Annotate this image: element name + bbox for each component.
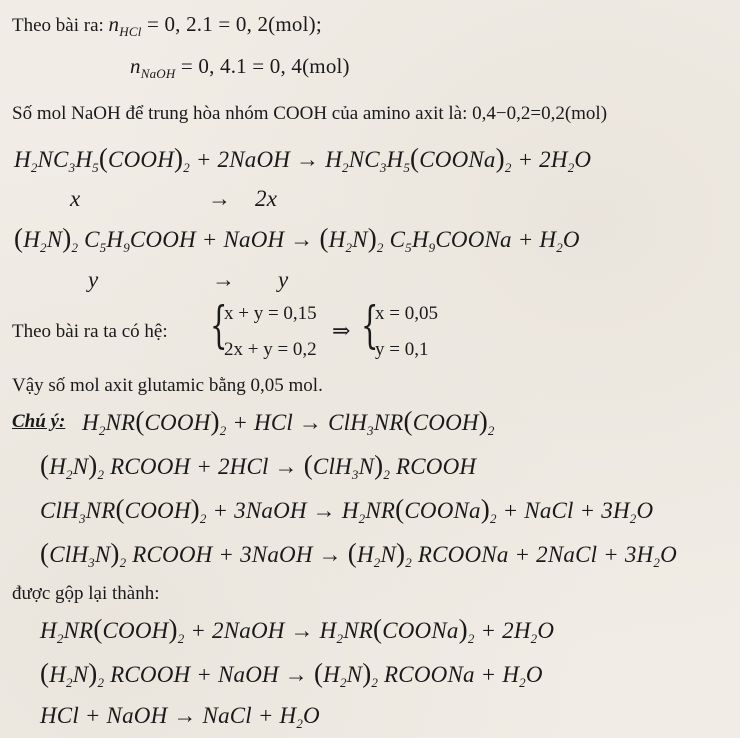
eq-text: NR (373, 410, 404, 435)
paren: ( (14, 223, 24, 253)
eq-text: NR (365, 498, 396, 523)
eq-text: H (106, 227, 124, 252)
eq-subscript: 3 (379, 160, 387, 175)
eq-text: N (72, 662, 89, 687)
note-label: Chú ý: (12, 411, 66, 432)
eq-subscript: 3 (88, 555, 95, 570)
eq-subscript: 2 (567, 160, 575, 175)
note-eq-2 (40, 450, 477, 482)
eq-text: NR (85, 498, 116, 523)
paren: ( (319, 223, 329, 253)
eq-subscript: 2 (40, 240, 47, 255)
line-hcl-moles (12, 12, 322, 39)
eq-text: COOH (124, 498, 191, 523)
eq-text: O (525, 662, 543, 687)
paren: ) (190, 494, 200, 524)
eq-text: N (358, 454, 375, 479)
paren: ) (88, 658, 98, 688)
eq-subscript: 2 (556, 240, 563, 255)
note-eq-2-content (40, 450, 477, 482)
eq-text: NR (105, 410, 136, 435)
symbol-n: n (130, 54, 141, 78)
eq-text: NR (343, 618, 373, 643)
combined-label: được gộp lại thành: (12, 583, 160, 604)
eq-text: + 2NaOH → H (189, 147, 343, 172)
eq-text: RCOONa + H (378, 662, 520, 687)
eq-subscript: 2 (504, 160, 512, 175)
eq-text: + 2NaOH → H (184, 618, 337, 643)
eq-text: H (40, 618, 57, 643)
eq-subscript: 3 (351, 467, 359, 482)
paren: ( (395, 494, 405, 524)
implies-symbol: ⇒ (332, 318, 351, 343)
eq-text: ClH (312, 454, 352, 479)
equation-2 (14, 223, 580, 255)
note-eq-3-content (40, 494, 654, 526)
paren: ) (480, 494, 490, 524)
symbol-n: n (108, 12, 120, 36)
eq-subscript: 9 (123, 240, 130, 255)
eq-text: + 2H (474, 618, 531, 643)
eq-text: NR (63, 618, 94, 643)
eq-text: RCOOH + 3NaOH → (126, 542, 348, 567)
eq-text: COOH (102, 618, 169, 643)
line-naoh-neutralize: Số mol NaOH để trung hòa nhóm COOH của amino axit là: 0,4−0,2=0,2(mol) (12, 103, 608, 124)
intro-text: Theo bài ra: (12, 15, 109, 36)
eq-text: N (380, 542, 397, 567)
eq-subscript: 2 (358, 511, 366, 526)
paren: ) (367, 223, 377, 253)
eq-text: H (356, 542, 374, 567)
combined-eq-2 (40, 658, 543, 690)
eq-text: COOH (412, 410, 479, 435)
combined-eq-1 (40, 614, 555, 646)
eq-text: ClH (40, 498, 79, 523)
eq-text: N (72, 454, 89, 479)
eq-text: O (562, 227, 580, 252)
left-brace-icon: { (210, 296, 228, 354)
eq-text: O (537, 618, 555, 643)
eq-text: RCOONa + 2NaCl + 3H (411, 542, 654, 567)
eq-subscript: 2 (199, 511, 207, 526)
eq-subscript: 2 (119, 555, 127, 570)
eq-text: COOH (144, 410, 211, 435)
eq-text: H (49, 454, 67, 479)
combined-eq-2-content (40, 658, 543, 690)
eq-subscript: 2 (519, 675, 526, 690)
eq2-ratio-y2: y (278, 267, 289, 292)
eq-text: NC (37, 147, 69, 172)
solution-y: y = 0,1 (375, 339, 429, 360)
paren: ) (62, 223, 72, 253)
combined-eq-1-content (40, 614, 555, 646)
paren: ( (347, 538, 357, 568)
subscript-hcl: HCl (119, 24, 142, 39)
paren: ( (410, 143, 420, 173)
eq-text: H (323, 662, 340, 687)
eq-text: COOH + NaOH → (129, 227, 320, 252)
eq-text: N (352, 227, 368, 252)
eq-text: RCOOH + 2HCl → (104, 454, 304, 479)
paren: ) (110, 538, 120, 568)
paren: ( (93, 614, 103, 644)
eq-text: H (411, 227, 429, 252)
eq-text: C (78, 227, 100, 252)
combined-eq-3-sub: 2 (296, 716, 304, 731)
combined-eq-3 (40, 703, 320, 731)
eq-subscript: 2 (97, 675, 105, 690)
eq-subscript: 2 (653, 555, 661, 570)
eq-subscript: 5 (99, 240, 107, 255)
paren: ) (458, 614, 468, 644)
eq-text: + 3NaOH → H (206, 498, 359, 523)
eq-subscript: 3 (68, 160, 76, 175)
eq-subscript: 2 (97, 467, 105, 482)
eq-subscript: 2 (405, 555, 412, 570)
system-eq-2: 2x + y = 0,2 (224, 339, 317, 360)
paren: ( (98, 143, 109, 173)
note-eq-4 (40, 538, 677, 570)
eq-subscript: 2 (383, 467, 391, 482)
eq-text: ClH (49, 542, 89, 567)
eq-text: O (660, 542, 677, 567)
eq-text: O (636, 498, 654, 523)
eq-subscript: 2 (56, 631, 64, 646)
eq-text: N (46, 227, 63, 252)
paren: ( (40, 450, 50, 480)
eq-subscript: 2 (177, 631, 185, 646)
paren: ) (362, 658, 372, 688)
paren: ( (373, 614, 383, 644)
eq-subscript: 3 (367, 423, 374, 438)
eq1-ratio-2x: 2x (255, 186, 278, 211)
eq-text: COONa (404, 498, 481, 523)
eq-subscript: 2 (376, 240, 384, 255)
eq-text: RCOOH (390, 454, 477, 479)
equation-2-content (14, 223, 580, 255)
eq-text: RCOOH + NaOH → (104, 662, 314, 687)
paren: ) (396, 538, 406, 568)
eq-text: COOH (108, 147, 175, 172)
eq-subscript: 2 (530, 631, 538, 646)
eq-subscript: 5 (92, 160, 99, 175)
subscript-naoh: NaOH (140, 66, 176, 81)
paren: ( (313, 658, 324, 688)
eq-text: H (82, 410, 99, 435)
eq-text: + 2H (511, 147, 568, 172)
note-eq-3 (40, 494, 654, 526)
eq-text: H (75, 147, 93, 172)
eq-text: N (94, 542, 111, 567)
eq-text: O (574, 147, 592, 172)
eq-subscript: 2 (489, 511, 497, 526)
eq-text: + HCl → ClH (226, 410, 368, 435)
note-eq-4-content (40, 538, 677, 570)
eq-text: + NaCl + 3H (496, 498, 630, 523)
eq-subscript: 2 (71, 240, 79, 255)
eq-text: COONa + H (435, 227, 557, 252)
eq-subscript: 2 (66, 467, 73, 482)
eq2-ratio-arrow: → (212, 267, 236, 292)
paren: ( (115, 494, 125, 524)
eq-subscript: 5 (405, 240, 412, 255)
paren: ) (495, 143, 505, 173)
eq-text: H (14, 147, 31, 172)
combined-eq-3-end: O (303, 703, 320, 728)
eq-text: H (328, 227, 346, 252)
eq-text: COONa (419, 147, 496, 172)
eq2-ratio-y: y (88, 267, 99, 292)
combined-eq-3-main: HCl + NaOH → NaCl + H (40, 703, 297, 728)
eq-subscript: 2 (98, 423, 106, 438)
eq-subscript: 2 (629, 511, 637, 526)
equation-1-content (14, 143, 592, 175)
eq-text: H (386, 147, 404, 172)
paren: ( (40, 538, 50, 568)
eq-text: H (49, 662, 67, 687)
system-eq-1: x + y = 0,15 (224, 303, 317, 324)
paren: ) (210, 406, 220, 436)
equation-1 (14, 143, 592, 175)
eq-subscript: 3 (78, 511, 86, 526)
paren: ( (40, 658, 50, 688)
paren: ) (168, 614, 178, 644)
paren: ) (174, 143, 184, 173)
naoh-value: = 0, 4.1 = 0, 4(mol) (175, 54, 350, 78)
eq1-ratio-x: x (70, 186, 81, 211)
system-label: Theo bài ra ta có hệ: (12, 321, 168, 342)
eq-subscript: 2 (183, 160, 190, 175)
eq-subscript: 5 (403, 160, 411, 175)
eq-subscript: 2 (487, 423, 495, 438)
eq-subscript: 2 (345, 240, 353, 255)
eq-text: NC (348, 147, 380, 172)
paren: ( (135, 406, 145, 436)
eq1-ratio-arrow: → (208, 186, 232, 211)
eq-subscript: 2 (339, 675, 347, 690)
solution-x: x = 0,05 (375, 303, 438, 324)
paren: ( (303, 450, 313, 480)
eq-subscript: 9 (428, 240, 436, 255)
eq-text: C (383, 227, 406, 252)
eq-subscript: 2 (371, 675, 379, 690)
hcl-value: = 0, 2.1 = 0, 2(mol); (141, 12, 322, 36)
eq-text: COONa (382, 618, 459, 643)
paren: ( (403, 406, 413, 436)
eq-subscript: 2 (336, 631, 344, 646)
eq-subscript: 2 (467, 631, 475, 646)
note-eq-1-content (82, 406, 495, 438)
paren: ) (374, 450, 384, 480)
conclusion-text: Vậy số mol axit glutamic bằng 0,05 mol. (12, 375, 323, 396)
right-brace-icon: { (361, 296, 379, 354)
eq-subscript: 2 (66, 675, 73, 690)
eq-text: H (23, 227, 41, 252)
paren: ) (478, 406, 488, 436)
line-naoh-moles (130, 54, 350, 81)
eq-text: N (346, 662, 363, 687)
paren: ) (88, 450, 98, 480)
eq-subscript: 2 (342, 160, 349, 175)
eq-subscript: 2 (219, 423, 227, 438)
eq-subscript: 2 (373, 555, 381, 570)
note-eq-1 (82, 406, 495, 438)
eq-subscript: 2 (30, 160, 38, 175)
